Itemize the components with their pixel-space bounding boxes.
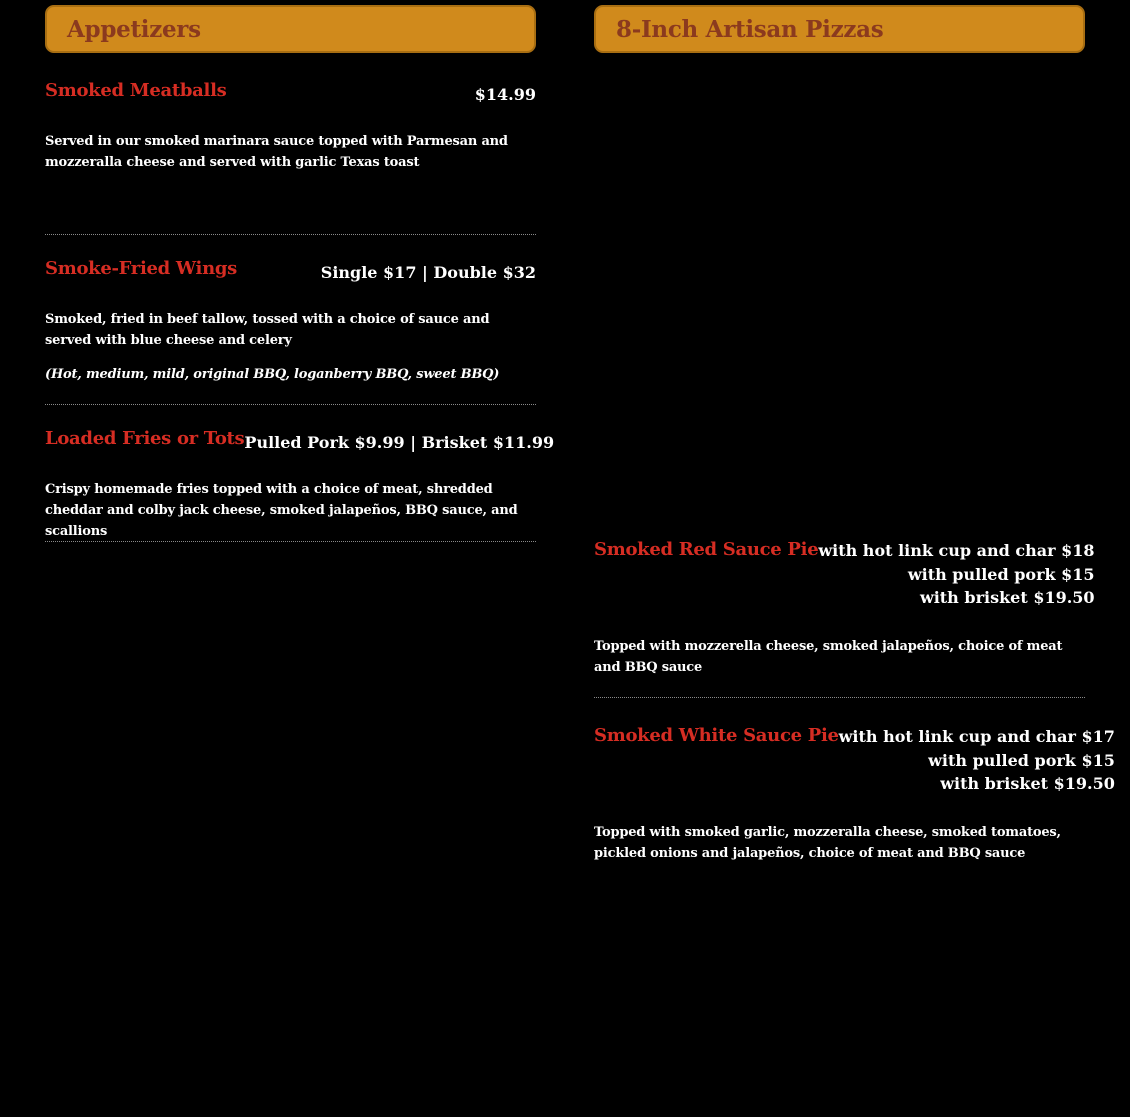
item-price: $14.99 <box>474 85 536 104</box>
item-name: Smoked White Sauce Pie <box>594 725 839 746</box>
item-price: with hot link cup and char $18 <box>818 541 1095 560</box>
menu-item <box>45 235 536 405</box>
item-price: with brisket $19.50 <box>940 774 1115 793</box>
appetizers-section <box>45 5 555 542</box>
appetizers-header <box>45 5 536 53</box>
item-price: with hot link cup and char $17 <box>838 727 1115 746</box>
menu-item <box>594 539 1095 698</box>
menu-item <box>45 405 555 542</box>
item-price: Pulled Pork $9.99 | Brisket $11.99 <box>244 433 555 452</box>
item-name: Smoked Meatballs <box>45 80 227 101</box>
item-name: Smoked Red Sauce Pie <box>594 539 819 560</box>
item-description: Topped with mozzerella cheese, smoked jalapeños, choice of meat and BBQ sauce <box>594 638 1063 675</box>
pizzas-section <box>594 5 1115 878</box>
item-price: with brisket $19.50 <box>919 588 1095 607</box>
item-price: with pulled pork $15 <box>907 564 1095 584</box>
item-price: Single $17 | Double $32 <box>320 263 536 282</box>
item-description: Served in our smoked marinara sauce topped with Parmesan and mozzeralla cheese and served with garlic Texas toast <box>45 133 508 170</box>
item-note: (Hot, medium, mild, original BBQ, loganberry BBQ, sweet BBQ) <box>45 366 500 382</box>
item-description: Topped with smoked garlic, mozzeralla cheese, smoked tomatoes, pickled onions and jalapeños, choice of meat and BBQ sauce <box>594 824 1061 861</box>
pizzas-title: 8-Inch Artisan Pizzas <box>616 15 884 43</box>
appetizers-title: Appetizers <box>67 15 201 43</box>
item-description: Smoked, fried in beef tallow, tossed with a choice of sauce and served with blue cheese and celery <box>45 311 490 348</box>
pizzas-header <box>594 5 1085 53</box>
item-name: Smoke-Fried Wings <box>45 258 237 279</box>
item-name: Loaded Fries or Tots <box>45 428 245 449</box>
item-price: with pulled pork $15 <box>928 750 1115 770</box>
item-price-list <box>839 725 1115 796</box>
item-description: Crispy homemade fries topped with a choice of meat, shredded cheddar and colby jack cheese, smoked jalapeños, BBQ sauce, and scallions <box>45 481 518 539</box>
item-price-list <box>818 539 1094 610</box>
menu-item <box>594 698 1115 878</box>
menu-item <box>45 80 536 235</box>
